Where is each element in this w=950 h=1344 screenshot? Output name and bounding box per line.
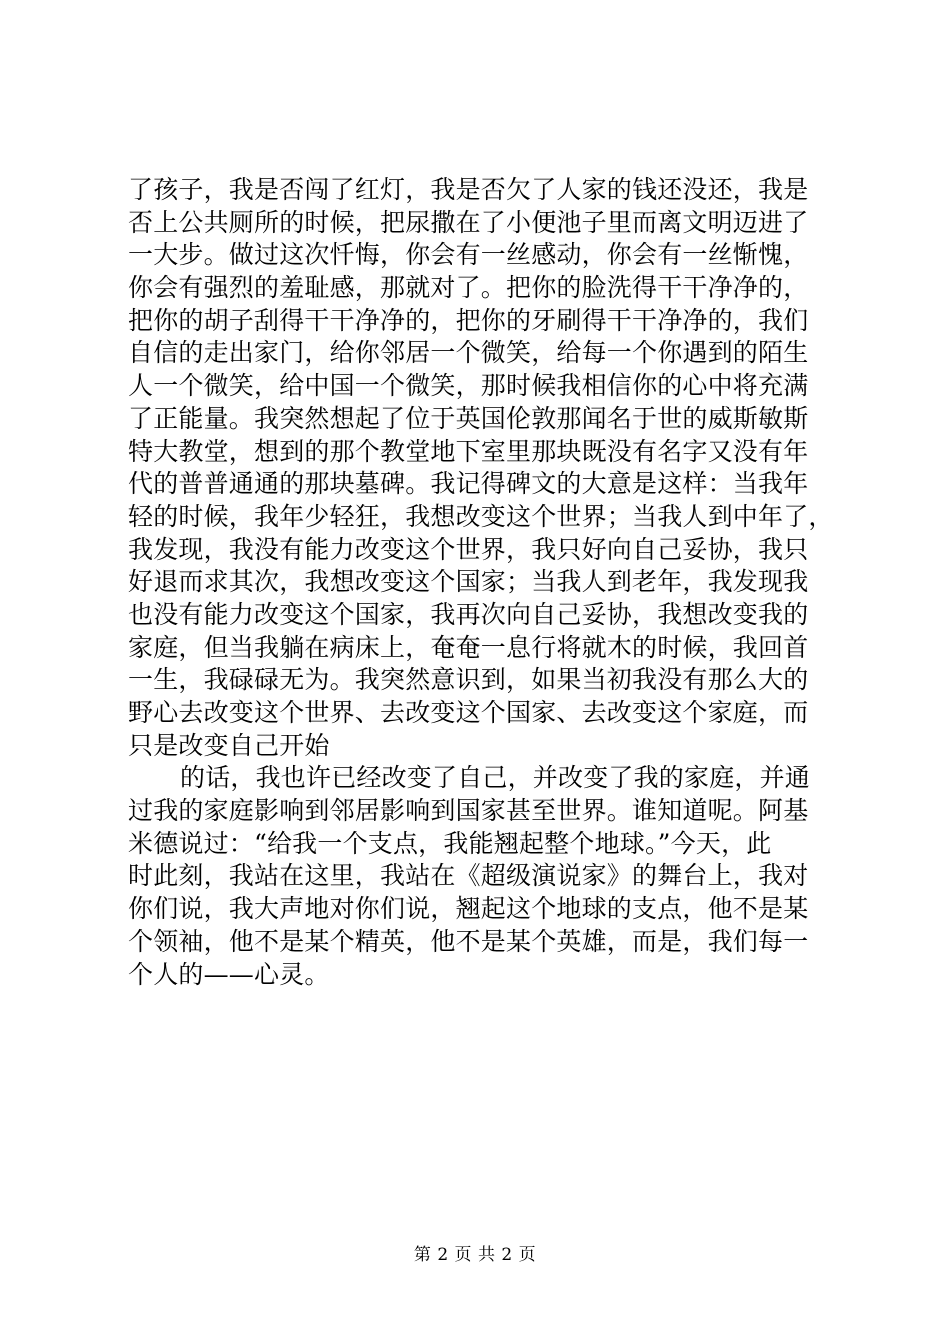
text-line: 也没有能力改变这个国家，我再次向自己妥协，我想改变我的	[128, 599, 809, 629]
text-line: 一生，我碌碌无为。我突然意识到，如果当初我没有那么大的	[128, 665, 809, 695]
body-text	[128, 174, 834, 991]
text-line: 特大教堂，想到的那个教堂地下室里那块既没有名字又没有年	[128, 436, 809, 466]
text-line: 米德说过：“给我一个支点，我能翘起整个地球。”今天，此	[128, 828, 772, 858]
text-line: 轻的时候，我年少轻狂，我想改变这个世界；当我人到中年了，	[128, 501, 834, 531]
text-line: 自信的走出家门，给你邻居一个微笑，给每一个你遇到的陌生	[128, 338, 809, 368]
text-line: 一大步。做过这次忏悔，你会有一丝感动，你会有一丝惭愧，	[128, 240, 809, 270]
text-line: 家庭，但当我躺在病床上，奄奄一息行将就木的时候，我回首	[128, 632, 809, 662]
text-line: 了正能量。我突然想起了位于英国伦敦那闻名于世的威斯敏斯	[128, 403, 809, 433]
text-line: 只是改变自己开始	[128, 730, 330, 760]
text-line: 时此刻，我站在这里，我站在《超级演说家》的舞台上，我对	[128, 861, 809, 891]
text-line: 代的普普通通的那块墓碑。我记得碑文的大意是这样：当我年	[128, 469, 809, 499]
text-line: 野心去改变这个世界、去改变这个国家、去改变这个家庭，而	[128, 698, 809, 727]
text-line: 人一个微笑，给中国一个微笑，那时候我相信你的心中将充满	[128, 371, 809, 401]
page-number-footer: 第 2 页 共 2 页	[413, 1245, 537, 1265]
text-line: 了孩子，我是否闯了红灯，我是否欠了人家的钱还没还，我是	[128, 175, 809, 204]
text-line: 否上公共厕所的时候，把尿撒在了小便池子里而离文明迈进了	[128, 207, 809, 237]
text-line: 过我的家庭影响到邻居影响到国家甚至世界。谁知道呢。阿基	[128, 796, 809, 826]
text-line: 好退而求其次，我想改变这个国家；当我人到老年，我发现我	[128, 567, 809, 597]
text-line: 个人的——心灵。	[128, 959, 330, 989]
text-line: 我发现，我没有能力改变这个世界，我只好向自己妥协，我只	[128, 534, 809, 564]
text-line: 你会有强烈的羞耻感，那就对了。把你的脸洗得干干净净的，	[128, 273, 809, 303]
text-line: 把你的胡子刮得干干净净的，把你的牙刷得干干净净的，我们	[128, 305, 809, 335]
text-line: 你们说，我大声地对你们说，翘起这个地球的支点，他不是某	[128, 894, 809, 924]
text-line: 的话，我也许已经改变了自己，并改变了我的家庭，并通	[180, 763, 811, 793]
text-line: 个领袖，他不是某个精英，他不是某个英雄，而是，我们每一	[128, 926, 809, 956]
